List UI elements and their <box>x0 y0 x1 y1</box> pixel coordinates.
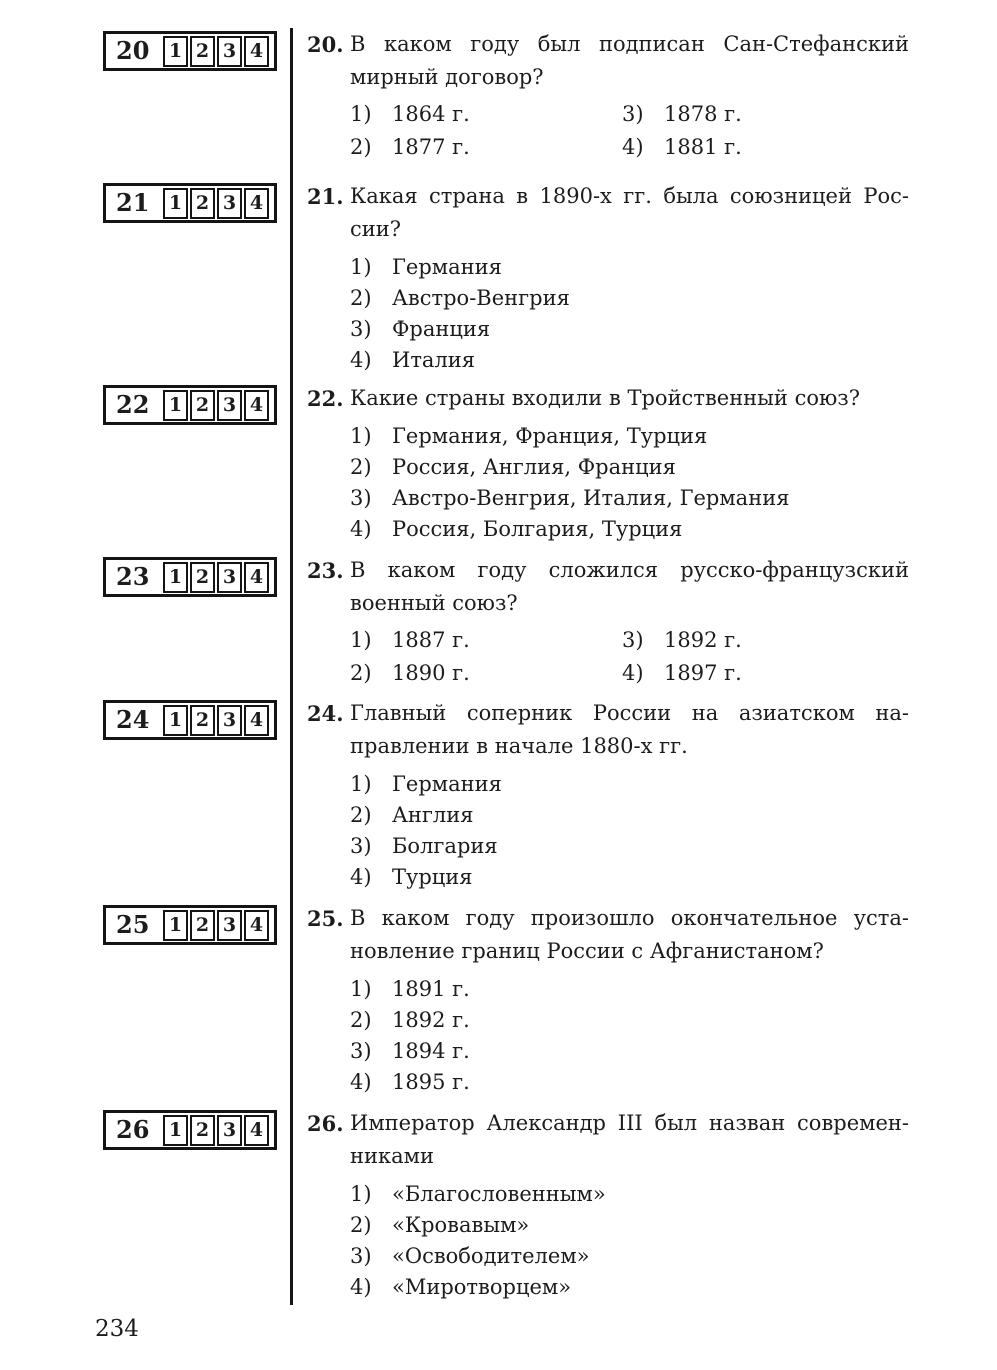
answer-box-column <box>0 554 290 597</box>
answer-box-24 <box>103 700 277 740</box>
question-number: 20. <box>307 32 344 57</box>
answer-choice-cell-2: 2 <box>190 1115 215 1146</box>
option-text: Болгария <box>392 834 498 858</box>
option-4 <box>622 131 909 164</box>
answer-box-26 <box>103 1110 277 1150</box>
answer-box-number: 22 <box>116 390 150 419</box>
option-text: Германия <box>392 772 502 796</box>
answer-box-22 <box>103 385 277 425</box>
options-list <box>350 98 909 164</box>
answer-box-column <box>0 180 290 223</box>
option-text: Австро-Венгрия, Италия, Германия <box>392 486 790 510</box>
question-20 <box>290 28 997 164</box>
option-label: 3) <box>622 628 644 652</box>
option-text: Италия <box>392 348 476 372</box>
option-text: 1864 г. <box>392 102 470 126</box>
answer-box-number: 24 <box>116 705 150 734</box>
option-label: 4) <box>350 865 372 889</box>
answer-choice-cell-1: 1 <box>163 36 188 67</box>
question-number: 23. <box>307 558 344 583</box>
question-row-24 <box>0 697 997 902</box>
option-label: 2) <box>350 455 372 479</box>
option-text: «Миротворцем» <box>392 1275 572 1299</box>
answer-choice-cell-2: 2 <box>190 562 215 593</box>
question-text-line: никами <box>350 1144 434 1168</box>
option-label: 2) <box>350 661 372 685</box>
page-number: 234 <box>95 1316 139 1342</box>
option-label: 2) <box>350 1213 372 1237</box>
option-2 <box>350 1210 909 1241</box>
question-row-21 <box>0 180 997 382</box>
question-row-25 <box>0 902 997 1107</box>
option-text: Россия, Болгария, Турция <box>392 517 683 541</box>
answer-box-number: 26 <box>116 1115 150 1144</box>
question-text-line: правлении в начале 1880-х гг. <box>350 734 688 758</box>
option-label: 4) <box>622 135 644 159</box>
option-text: «Освободителем» <box>392 1244 590 1268</box>
answer-box-25 <box>103 905 277 945</box>
option-1 <box>350 1179 909 1210</box>
option-4 <box>622 657 909 690</box>
option-2 <box>350 1005 909 1036</box>
option-2 <box>350 131 622 164</box>
option-3 <box>350 314 909 345</box>
option-label: 3) <box>350 317 372 341</box>
option-label: 2) <box>350 803 372 827</box>
option-3 <box>350 1036 909 1067</box>
answer-choice-cell-1: 1 <box>163 562 188 593</box>
option-text: 1887 г. <box>392 628 470 652</box>
options-list <box>350 624 909 690</box>
answer-choice-cells <box>163 36 269 67</box>
option-2 <box>350 452 909 483</box>
option-text: 1891 г. <box>392 977 470 1001</box>
option-label: 4) <box>350 1070 372 1094</box>
option-label: 4) <box>350 517 372 541</box>
answer-box-21 <box>103 183 277 223</box>
option-text: «Кровавым» <box>392 1213 530 1237</box>
question-text-line: сии? <box>350 217 402 241</box>
answer-choice-cell-4: 4 <box>244 705 269 736</box>
option-label: 4) <box>622 661 644 685</box>
answer-box-number: 20 <box>116 36 150 65</box>
option-label: 1) <box>350 977 372 1001</box>
page-content <box>0 28 997 1305</box>
question-row-20 <box>0 28 997 180</box>
answer-choice-cell-4: 4 <box>244 188 269 219</box>
option-label: 1) <box>350 424 372 448</box>
answer-choice-cell-2: 2 <box>190 188 215 219</box>
question-row-23 <box>0 554 997 697</box>
answer-box-20 <box>103 31 277 71</box>
answer-box-column <box>0 1107 290 1150</box>
answer-box-column <box>0 28 290 71</box>
question-text-line: Какая страна в 1890-х гг. была союзницей Рос- <box>350 184 909 208</box>
option-2 <box>350 657 622 690</box>
option-label: 3) <box>350 486 372 510</box>
option-3 <box>350 1241 909 1272</box>
option-3 <box>622 98 909 131</box>
options-list <box>350 252 909 376</box>
question-23 <box>290 554 997 690</box>
option-text: Франция <box>392 317 491 341</box>
option-1 <box>350 252 909 283</box>
option-1 <box>350 769 909 800</box>
option-label: 2) <box>350 1008 372 1032</box>
options-list <box>350 769 909 893</box>
option-label: 4) <box>350 348 372 372</box>
answer-choice-cell-4: 4 <box>244 910 269 941</box>
option-text: Турция <box>392 865 473 889</box>
answer-choice-cell-3: 3 <box>217 1115 242 1146</box>
option-text: «Благословенным» <box>392 1182 606 1206</box>
answer-choice-cell-2: 2 <box>190 910 215 941</box>
option-text: 1881 г. <box>664 135 742 159</box>
answer-choice-cell-1: 1 <box>163 705 188 736</box>
answer-choice-cells <box>163 562 269 593</box>
option-label: 3) <box>350 1039 372 1063</box>
options-list <box>350 974 909 1098</box>
option-3 <box>622 624 909 657</box>
answer-choice-cells <box>163 390 269 421</box>
option-text: 1890 г. <box>392 661 470 685</box>
option-4 <box>350 862 909 893</box>
option-4 <box>350 1272 909 1303</box>
answer-choice-cell-4: 4 <box>244 562 269 593</box>
question-number: 22. <box>307 386 344 411</box>
answer-choice-cells <box>163 705 269 736</box>
option-4 <box>350 1067 909 1098</box>
question-text-line: мирный договор? <box>350 65 544 89</box>
question-text-line: Император Александр III был назван современ- <box>350 1111 909 1135</box>
option-2 <box>350 800 909 831</box>
answer-choice-cell-3: 3 <box>217 36 242 67</box>
option-text: Германия <box>392 255 502 279</box>
answer-choice-cell-3: 3 <box>217 188 242 219</box>
option-label: 1) <box>350 255 372 279</box>
option-1 <box>350 974 909 1005</box>
answer-box-number: 21 <box>116 188 150 217</box>
option-1 <box>350 98 622 131</box>
answer-choice-cell-3: 3 <box>217 705 242 736</box>
question-24 <box>290 697 997 893</box>
question-25 <box>290 902 997 1098</box>
option-text: 1892 г. <box>392 1008 470 1032</box>
option-text: Россия, Англия, Франция <box>392 455 676 479</box>
question-row-22 <box>0 382 997 554</box>
option-label: 2) <box>350 286 372 310</box>
option-text: 1892 г. <box>664 628 742 652</box>
options-list <box>350 421 909 545</box>
question-text-line: Главный соперник России на азиатском на- <box>350 701 909 725</box>
answer-choice-cell-3: 3 <box>217 910 242 941</box>
answer-choice-cells <box>163 910 269 941</box>
question-number: 24. <box>307 701 344 726</box>
answer-choice-cell-3: 3 <box>217 390 242 421</box>
option-label: 4) <box>350 1275 372 1299</box>
option-label: 3) <box>350 1244 372 1268</box>
option-text: 1894 г. <box>392 1039 470 1063</box>
option-text: 1895 г. <box>392 1070 470 1094</box>
option-1 <box>350 624 622 657</box>
question-text-line: В каком году произошло окончательное уста- <box>350 906 909 930</box>
answer-choice-cell-1: 1 <box>163 188 188 219</box>
answer-choice-cells <box>163 188 269 219</box>
question-21 <box>290 180 997 376</box>
question-text-line: военный союз? <box>350 591 518 615</box>
option-text: 1878 г. <box>664 102 742 126</box>
question-number: 21. <box>307 184 344 209</box>
option-2 <box>350 283 909 314</box>
option-label: 3) <box>622 102 644 126</box>
answer-choice-cell-4: 4 <box>244 36 269 67</box>
answer-choice-cell-1: 1 <box>163 1115 188 1146</box>
option-text: Германия, Франция, Турция <box>392 424 708 448</box>
option-3 <box>350 483 909 514</box>
option-4 <box>350 345 909 376</box>
option-label: 1) <box>350 628 372 652</box>
question-text-line: В каком году сложился русско-французский <box>350 558 909 582</box>
answer-choice-cell-2: 2 <box>190 36 215 67</box>
option-label: 3) <box>350 834 372 858</box>
option-label: 1) <box>350 102 372 126</box>
options-list <box>350 1179 909 1303</box>
question-text-line: Какие страны входили в Тройственный союз? <box>350 386 860 410</box>
answer-box-23 <box>103 557 277 597</box>
answer-choice-cell-1: 1 <box>163 910 188 941</box>
option-text: Австро-Венгрия <box>392 286 570 310</box>
answer-choice-cells <box>163 1115 269 1146</box>
question-26 <box>290 1107 997 1303</box>
answer-choice-cell-2: 2 <box>190 705 215 736</box>
option-4 <box>350 514 909 545</box>
option-label: 2) <box>350 135 372 159</box>
question-number: 25. <box>307 906 344 931</box>
question-number: 26. <box>307 1111 344 1136</box>
answer-choice-cell-1: 1 <box>163 390 188 421</box>
option-text: 1877 г. <box>392 135 470 159</box>
answer-box-column <box>0 902 290 945</box>
answer-choice-cell-3: 3 <box>217 562 242 593</box>
option-text: Англия <box>392 803 474 827</box>
question-22 <box>290 382 997 545</box>
option-label: 1) <box>350 1182 372 1206</box>
answer-box-number: 25 <box>116 910 150 939</box>
answer-box-column <box>0 697 290 740</box>
answer-choice-cell-4: 4 <box>244 1115 269 1146</box>
answer-box-column <box>0 382 290 425</box>
question-text-line: новление границ России с Афганистаном? <box>350 939 824 963</box>
question-text-line: В каком году был подписан Сан-Стефанский <box>350 32 909 56</box>
option-1 <box>350 421 909 452</box>
answer-choice-cell-2: 2 <box>190 390 215 421</box>
answer-box-number: 23 <box>116 562 150 591</box>
answer-choice-cell-4: 4 <box>244 390 269 421</box>
option-label: 1) <box>350 772 372 796</box>
question-row-26 <box>0 1107 997 1305</box>
column-divider-line <box>290 28 293 1305</box>
option-3 <box>350 831 909 862</box>
option-text: 1897 г. <box>664 661 742 685</box>
